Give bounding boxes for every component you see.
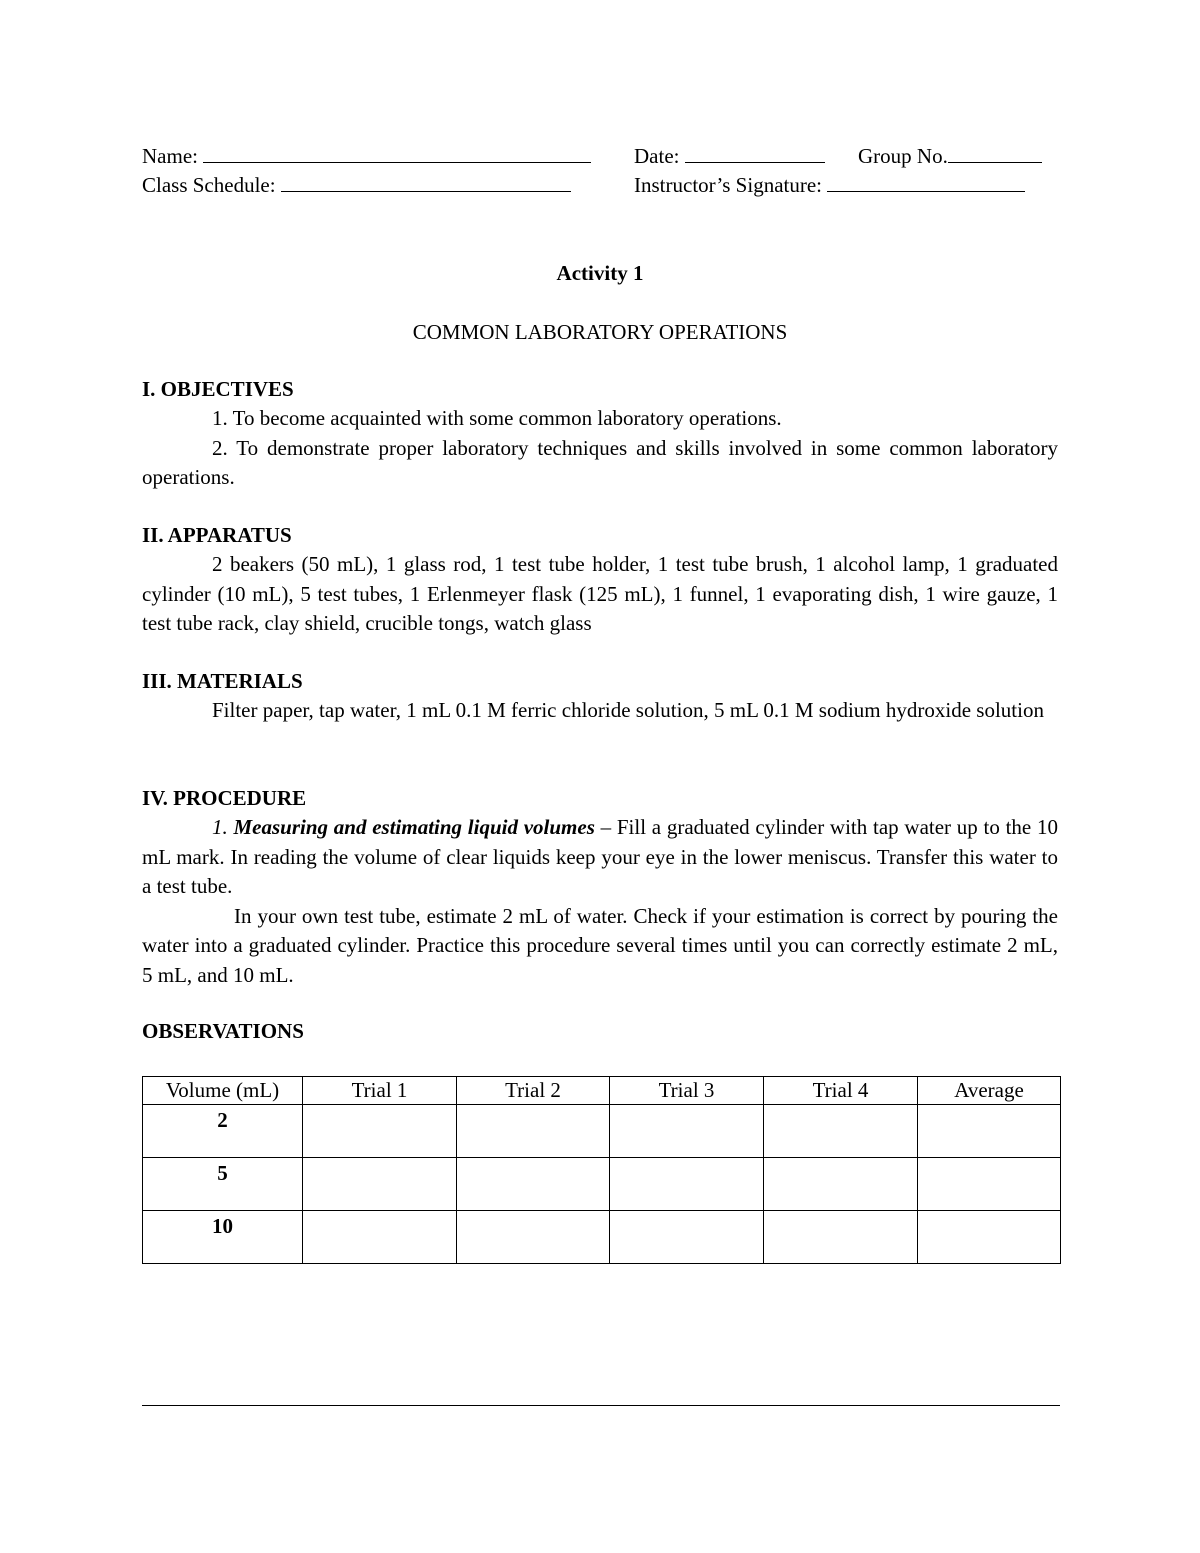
- footer-divider: [142, 1405, 1060, 1406]
- group-label: Group No.: [858, 144, 948, 168]
- column-header: Average: [918, 1077, 1061, 1105]
- trial-cell[interactable]: [457, 1105, 610, 1158]
- materials-text-block: [142, 696, 1058, 726]
- trial-cell[interactable]: [457, 1211, 610, 1264]
- date-blank[interactable]: [685, 144, 825, 163]
- objective-item: 1. To become acquainted with some common laboratory operations.: [212, 406, 782, 430]
- class-schedule-label: Class Schedule:: [142, 173, 276, 197]
- apparatus-heading: II. APPARATUS: [142, 523, 292, 547]
- column-header: Trial 4: [764, 1077, 918, 1105]
- table-row: [143, 1158, 1061, 1211]
- average-cell[interactable]: [918, 1105, 1061, 1158]
- step-number: 1.: [212, 815, 228, 839]
- volume-cell: 5: [143, 1158, 303, 1211]
- objectives-list: [142, 404, 1058, 493]
- average-cell[interactable]: [918, 1158, 1061, 1211]
- column-header: Trial 3: [610, 1077, 764, 1105]
- procedure-heading: IV. PROCEDURE: [142, 786, 307, 810]
- table-header-row: [143, 1077, 1061, 1105]
- trial-cell[interactable]: [303, 1105, 457, 1158]
- procedure-step-1-continued: In your own test tube, estimate 2 mL of water. Check if your estimation is correct by pouring the water into a graduated cylinder. Practice this procedure several times until you can correctly estimate 2 mL, 5 mL, and 10 mL.: [142, 903, 1058, 987]
- trial-cell[interactable]: [764, 1158, 918, 1211]
- step-title: Measuring and estimating liquid volumes: [233, 815, 595, 839]
- volume-cell: 2: [143, 1105, 303, 1158]
- procedure-text-block: [142, 813, 1058, 990]
- signature-field[interactable]: [634, 173, 1025, 198]
- trial-cell[interactable]: [303, 1158, 457, 1211]
- observations-heading: OBSERVATIONS: [142, 1019, 304, 1043]
- objective-item: 2. To demonstrate proper laboratory techniques and skills involved in some common laboratory operations.: [142, 435, 1058, 489]
- procedure-step-1: [142, 813, 1058, 902]
- average-cell[interactable]: [918, 1211, 1061, 1264]
- date-label: Date:: [634, 144, 680, 168]
- table-row: [143, 1105, 1061, 1158]
- name-blank[interactable]: [203, 144, 591, 163]
- table-row: [143, 1211, 1061, 1264]
- group-blank[interactable]: [948, 144, 1042, 163]
- apparatus-text: 2 beakers (50 mL), 1 glass rod, 1 test tube holder, 1 test tube brush, 1 alcohol lamp, 1 graduated cylinder (10 mL), 5 test tubes, 1 Erlenmeyer flask (125 mL), 1 funnel, 1 evaporating dish, 1 wire gauze, 1 test tube rack, clay shield, crucible tongs, watch glass: [142, 552, 1058, 635]
- trial-cell[interactable]: [610, 1158, 764, 1211]
- main-title: COMMON LABORATORY OPERATIONS: [412, 320, 788, 344]
- trial-cell[interactable]: [610, 1105, 764, 1158]
- column-header: Trial 2: [457, 1077, 610, 1105]
- apparatus-text-block: [142, 550, 1058, 639]
- class-schedule-field[interactable]: [142, 173, 571, 198]
- trial-cell[interactable]: [457, 1158, 610, 1211]
- date-field[interactable]: [634, 144, 825, 169]
- step-text: – Fill a graduated cylinder with tap water up to the 10 mL mark. In reading the volume of clear liquids keep your eye in the lower meniscus. Transfer this water to a test tube.: [142, 815, 1058, 898]
- column-header: Trial 1: [303, 1077, 457, 1105]
- materials-heading: III. MATERIALS: [142, 669, 303, 693]
- activity-title: Activity 1: [556, 261, 644, 285]
- trial-cell[interactable]: [303, 1211, 457, 1264]
- volume-cell: 10: [143, 1211, 303, 1264]
- class-schedule-blank[interactable]: [281, 173, 571, 192]
- materials-text: Filter paper, tap water, 1 mL 0.1 M ferric chloride solution, 5 mL 0.1 M sodium hydroxide solution: [212, 698, 1044, 722]
- trial-cell[interactable]: [764, 1105, 918, 1158]
- objectives-heading: I. OBJECTIVES: [142, 377, 294, 401]
- name-label: Name:: [142, 144, 198, 168]
- group-field[interactable]: [858, 144, 1042, 169]
- trial-cell[interactable]: [764, 1211, 918, 1264]
- signature-label: Instructor’s Signature:: [634, 173, 822, 197]
- observations-table: [142, 1076, 1061, 1264]
- column-header: Volume (mL): [143, 1077, 303, 1105]
- signature-blank[interactable]: [827, 173, 1025, 192]
- name-field[interactable]: [142, 144, 591, 169]
- trial-cell[interactable]: [610, 1211, 764, 1264]
